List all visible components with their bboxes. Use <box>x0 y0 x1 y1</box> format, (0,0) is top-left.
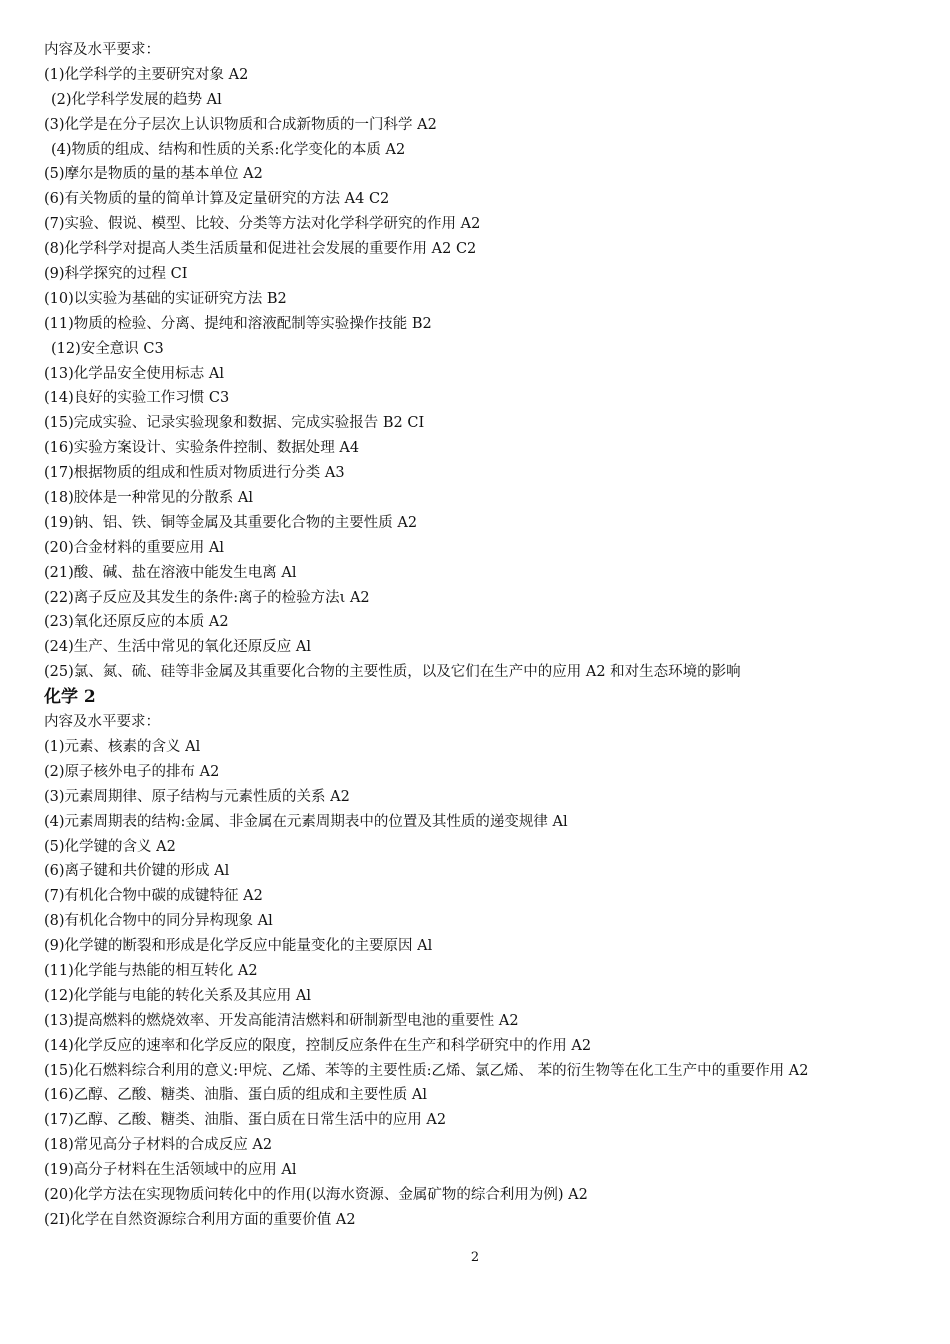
section1-item-11: (11)物质的检验、分离、提纯和溶液配制等实验操作技能 B2 <box>44 315 432 332</box>
page-number: 2 <box>470 1250 480 1265</box>
section1-item-3: (3)化学是在分子层次上认识物质和合成新物质的一门科学 A2 <box>44 116 437 133</box>
section2-item-18: (18)常见高分子材料的合成反应 A2 <box>44 1137 273 1154</box>
section1-item-6: (6)有关物质的量的简单计算及定量研究的方法 A4 C2 <box>44 191 390 208</box>
section2-heading: 化学 2 <box>44 687 96 708</box>
section2-item-8: (8)有机化合物中的同分异构现象 Al <box>44 913 273 930</box>
section1-item-1: (1)化学科学的主要研究对象 A2 <box>44 66 249 83</box>
section2-item-12: (12)化学能与电能的转化关系及其应用 Al <box>44 987 311 1004</box>
section2-item-19: (19)高分子材料在生活领域中的应用 Al <box>44 1162 297 1179</box>
section1-item-23: (23)氧化还原反应的本质 A2 <box>44 614 229 631</box>
section1-item-9: (9)科学探究的过程 CI <box>44 266 188 283</box>
section2-item-4: (4)元素周期表的结构:金属、非金属在元素周期表中的位置及其性质的递变规律 Al <box>44 813 568 830</box>
section2-item-3: (3)元素周期律、原子结构与元素性质的关系 A2 <box>44 788 350 805</box>
section2-item-5: (5)化学键的含义 A2 <box>44 838 176 855</box>
section1-item-10: (10)以实验为基础的实证研究方法 B2 <box>44 290 287 307</box>
section2-intro: 内容及水平要求： <box>44 714 160 731</box>
section1-item-14: (14)良好的实验工作习惯 C3 <box>44 390 230 407</box>
section2-item-6: (6)离子键和共价键的形成 Al <box>44 863 230 880</box>
section1-item-20: (20)合金材料的重要应用 Al <box>44 539 224 556</box>
section1-item-22: (22)离子反应及其发生的条件:离子的检验方法ι A2 <box>44 589 370 606</box>
section2-item-7: (7)有机化合物中碳的成键特征 A2 <box>44 888 263 905</box>
section1-item-18: (18)胶体是一种常见的分散系 Al <box>44 490 253 507</box>
section1-item-25: (25)氯、氮、硫、硅等非金属及其重要化合物的主要性质，以及它们在生产中的应用 A2 和对生态环境的影响 <box>44 664 741 681</box>
section2-item-11: (11)化学能与热能的相互转化 A2 <box>44 962 258 979</box>
section1-item-19: (19)钠、铝、铁、铜等金属及其重要化合物的主要性质 A2 <box>44 514 418 531</box>
section1-intro: 内容及水平要求： <box>44 42 160 58</box>
section2-item-15: (15)化石燃料综合利用的意义:甲烷、乙烯、苯等的主要性质:乙烯、氯乙烯、 苯的衍生物等在化工生产中的重要作用 A2 <box>44 1062 809 1079</box>
section2-item-16: (16)乙醇、乙酸、糖类、油脂、蛋白质的组成和主要性质 Al <box>44 1087 427 1104</box>
section2-item-14: (14)化学反应的速率和化学反应的限度，控制反应条件在生产和科学研究中的作用 A2 <box>44 1037 592 1054</box>
section1-item-8: (8)化学科学对提高人类生活质量和促进社会发展的重要作用 A2 C2 <box>44 241 477 258</box>
section1-item-16: (16)实验方案设计、实验条件控制、数据处理 A4 <box>44 440 360 457</box>
section1-item-13: (13)化学品安全使用标志 Al <box>44 365 224 382</box>
section1-item-24: (24)生产、生活中常见的氧化还原反应 Al <box>44 639 311 656</box>
section1-item-15: (15)完成实验、记录实验现象和数据、完成实验报告 B2 CI <box>44 415 425 432</box>
section1-item-12: (12)安全意识 C3 <box>51 340 164 357</box>
section2-item-13: (13)提高燃料的燃烧效率、开发高能清洁燃料和研制新型电池的重要性 A2 <box>44 1012 519 1029</box>
section1-item-5: (5)摩尔是物质的量的基本单位 A2 <box>44 166 263 183</box>
section2-item-9: (9)化学键的断裂和形成是化学反应中能量变化的主要原因 Al <box>44 938 433 955</box>
section1-item-21: (21)酸、碱、盐在溶液中能发生电离 Al <box>44 564 297 581</box>
section1-item-4: (4)物质的组成、结构和性质的关系:化学变化的本质 A2 <box>51 141 406 158</box>
section1-item-7: (7)实验、假说、模型、比较、分类等方法对化学科学研究的作用 A2 <box>44 216 481 233</box>
section2-item-2: (2)原子核外电子的排布 A2 <box>44 763 220 780</box>
section2-item-21: (2I)化学在自然资源综合利用方面的重要价值 A2 <box>44 1211 356 1228</box>
section2-item-20: (20)化学方法在实现物质问转化中的作用(以海水资源、金属矿物的综合利用为例) A2 <box>44 1186 588 1203</box>
section1-item-17: (17)根据物质的组成和性质对物质进行分类 A3 <box>44 465 345 482</box>
content-lines <box>44 38 934 1233</box>
section2-item-1: (1)元素、核素的含义 Al <box>44 738 201 755</box>
section1-item-2: (2)化学科学发展的趋势 Al <box>51 91 222 108</box>
section2-item-17: (17)乙醇、乙酸、糖类、油脂、蛋白质在日常生活中的应用 A2 <box>44 1112 447 1129</box>
